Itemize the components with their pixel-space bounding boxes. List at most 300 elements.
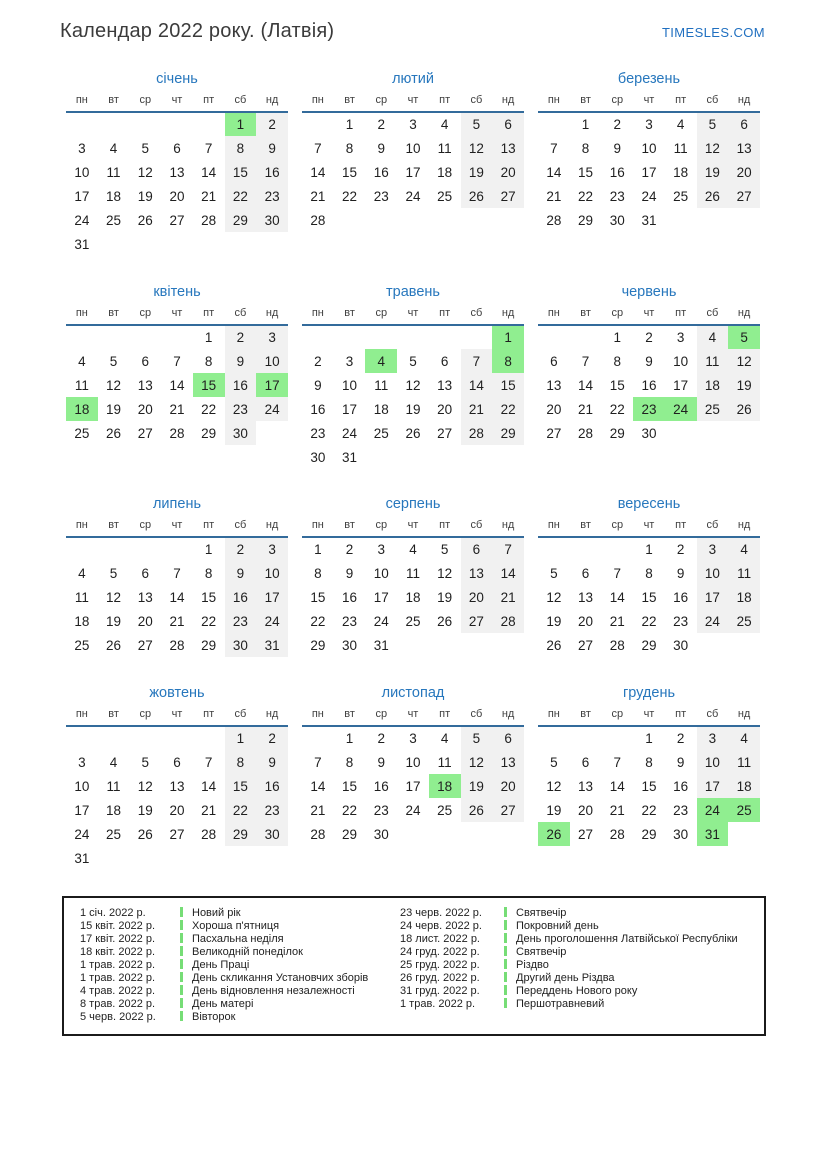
day-cell: 26 xyxy=(137,212,153,228)
day-cell: 26 xyxy=(106,425,122,441)
day-cell: 28 xyxy=(201,826,217,842)
day-cell: 14 xyxy=(169,589,185,605)
weekday-header: пн xyxy=(302,94,334,112)
day-cell: 23 xyxy=(256,798,288,822)
day-cell: 10 xyxy=(74,778,90,794)
weekday-header: пн xyxy=(302,519,334,537)
day-cell: 5 xyxy=(550,565,558,581)
weekday-header: пн xyxy=(66,519,98,537)
day-cell: 8 xyxy=(645,754,653,770)
day-cell: 22 xyxy=(609,401,625,417)
day-cell: 3 xyxy=(409,731,417,746)
day-cell: 8 xyxy=(581,140,590,156)
day-cell: 21 xyxy=(169,401,185,417)
day-cell: 24 xyxy=(697,609,729,633)
legend-marker xyxy=(180,998,183,1008)
month-table xyxy=(66,708,288,870)
empty-cell xyxy=(429,633,461,657)
empty-cell xyxy=(601,726,633,750)
day-cell: 13 xyxy=(169,164,185,180)
legend-marker xyxy=(180,907,183,917)
legend-label xyxy=(504,946,756,959)
day-cell: 30 xyxy=(641,425,657,441)
empty-cell xyxy=(129,112,161,136)
legend-date: 1 трав. 2022 р. xyxy=(80,959,156,971)
day-cell: 8 xyxy=(225,750,257,774)
day-cell: 30 xyxy=(256,822,288,846)
day-cell: 11 xyxy=(728,750,760,774)
page-title: Календар 2022 року. (Латвія) xyxy=(60,20,335,42)
day-cell: 27 xyxy=(578,637,594,653)
weekday-header: пн xyxy=(538,94,570,112)
empty-cell xyxy=(161,232,193,256)
holiday-day-cell: 5 xyxy=(728,325,760,349)
day-cell: 4 xyxy=(409,542,417,557)
day-cell: 3 xyxy=(645,117,653,132)
weekday-header: сб xyxy=(697,519,729,537)
day-cell: 18 xyxy=(728,585,760,609)
day-cell: 18 xyxy=(697,373,729,397)
day-cell: 1 xyxy=(345,117,354,132)
day-cell: 29 xyxy=(578,212,594,228)
day-cell: 7 xyxy=(314,754,322,770)
day-cell: 22 xyxy=(225,184,257,208)
month-calendar-7 xyxy=(66,496,288,685)
day-cell: 7 xyxy=(173,353,181,369)
day-cell: 12 xyxy=(546,589,562,605)
month-title: серпень xyxy=(385,496,441,512)
day-cell: 24 xyxy=(641,188,657,204)
day-cell: 1 xyxy=(581,117,590,132)
month-table xyxy=(66,307,288,445)
day-cell: 10 xyxy=(74,164,90,180)
day-cell: 5 xyxy=(550,754,558,770)
day-cell: 8 xyxy=(225,136,257,160)
weekday-header: нд xyxy=(492,94,524,112)
day-cell: 15 xyxy=(641,589,657,605)
site-link[interactable]: TIMESLES.COM xyxy=(661,25,765,40)
day-cell: 4 xyxy=(697,325,729,349)
day-cell: 26 xyxy=(461,184,493,208)
empty-cell xyxy=(98,325,130,349)
legend-label xyxy=(180,972,392,985)
day-cell: 21 xyxy=(201,188,217,204)
day-cell: 12 xyxy=(106,377,122,393)
day-cell: 6 xyxy=(581,565,590,581)
legend-date: 18 лист. 2022 р. xyxy=(400,933,480,945)
day-cell: 17 xyxy=(74,802,90,818)
day-cell: 22 xyxy=(201,401,217,417)
day-cell: 7 xyxy=(204,754,213,770)
legend-date: 31 груд. 2022 р. xyxy=(400,985,480,997)
weekday-header: ср xyxy=(365,708,397,726)
day-cell: 3 xyxy=(78,140,86,156)
day-cell: 9 xyxy=(676,565,685,581)
day-cell: 6 xyxy=(492,112,524,136)
legend-marker xyxy=(504,959,507,969)
day-cell: 27 xyxy=(492,798,524,822)
day-cell: 5 xyxy=(109,565,118,581)
weekday-header: чт xyxy=(397,94,429,112)
empty-cell xyxy=(193,112,225,136)
day-cell: 15 xyxy=(201,589,217,605)
empty-cell xyxy=(66,537,98,561)
empty-cell xyxy=(665,421,697,445)
empty-cell xyxy=(461,208,493,232)
legend-date: 18 квіт. 2022 р. xyxy=(80,946,156,958)
empty-cell xyxy=(429,445,461,469)
month-calendar-8 xyxy=(302,496,524,685)
empty-cell xyxy=(461,822,493,846)
day-cell: 1 xyxy=(314,542,322,557)
empty-cell xyxy=(492,822,524,846)
day-cell: 18 xyxy=(437,164,453,180)
day-cell: 10 xyxy=(405,754,421,770)
empty-cell xyxy=(429,325,461,349)
day-cell: 17 xyxy=(697,585,729,609)
day-cell: 1 xyxy=(613,330,622,345)
day-cell: 25 xyxy=(697,397,729,421)
holiday-day-cell: 25 xyxy=(728,798,760,822)
day-cell: 21 xyxy=(609,802,625,818)
weekday-header: нд xyxy=(492,307,524,325)
day-cell: 28 xyxy=(310,826,326,842)
day-cell: 26 xyxy=(461,798,493,822)
day-cell: 17 xyxy=(373,589,389,605)
empty-cell xyxy=(98,846,130,870)
day-cell: 30 xyxy=(256,208,288,232)
weekday-header: чт xyxy=(633,519,665,537)
weekday-header: чт xyxy=(161,94,193,112)
day-cell: 9 xyxy=(314,377,322,393)
day-cell: 17 xyxy=(641,164,657,180)
day-cell: 21 xyxy=(609,613,625,629)
day-cell: 1 xyxy=(645,731,653,746)
day-cell: 31 xyxy=(373,637,389,653)
day-cell: 17 xyxy=(405,164,421,180)
months-grid xyxy=(66,71,760,870)
empty-cell xyxy=(66,325,98,349)
legend-date: 17 квіт. 2022 р. xyxy=(80,933,156,945)
day-cell: 13 xyxy=(578,778,594,794)
day-cell: 29 xyxy=(609,425,625,441)
empty-cell xyxy=(665,208,697,232)
day-cell: 11 xyxy=(106,164,121,180)
weekday-header: нд xyxy=(492,519,524,537)
empty-cell xyxy=(365,325,397,349)
day-cell: 18 xyxy=(673,164,689,180)
day-cell: 6 xyxy=(728,112,760,136)
day-cell: 15 xyxy=(609,377,625,393)
weekday-header: чт xyxy=(633,708,665,726)
day-cell: 8 xyxy=(314,565,322,581)
weekday-header: пн xyxy=(538,519,570,537)
month-title: жовтень xyxy=(149,685,205,701)
day-cell: 23 xyxy=(673,613,689,629)
day-cell: 24 xyxy=(342,425,358,441)
day-cell: 6 xyxy=(581,754,590,770)
month-calendar-11 xyxy=(302,685,524,870)
legend-marker xyxy=(180,972,183,982)
month-table xyxy=(66,519,288,657)
month-title: червень xyxy=(621,284,677,300)
legend-label xyxy=(180,998,392,1011)
day-cell: 12 xyxy=(137,164,153,180)
legend-date: 26 груд. 2022 р. xyxy=(400,972,480,984)
weekday-header: чт xyxy=(161,519,193,537)
empty-cell xyxy=(334,208,366,232)
day-cell: 14 xyxy=(310,164,326,180)
day-cell: 2 xyxy=(645,330,653,345)
empty-cell xyxy=(161,726,193,750)
empty-cell xyxy=(161,325,193,349)
day-cell: 20 xyxy=(437,401,453,417)
empty-cell xyxy=(397,445,429,469)
day-cell: 25 xyxy=(373,425,389,441)
month-calendar-10 xyxy=(66,685,288,870)
empty-cell xyxy=(161,112,193,136)
month-title: грудень xyxy=(622,685,676,701)
holiday-day-cell: 18 xyxy=(66,397,98,421)
day-cell: 11 xyxy=(673,140,688,156)
legend-label xyxy=(180,907,392,920)
weekday-header: вт xyxy=(570,307,602,325)
day-cell: 9 xyxy=(676,754,685,770)
empty-cell xyxy=(365,445,397,469)
day-cell: 11 xyxy=(437,754,452,770)
day-cell: 12 xyxy=(697,136,729,160)
weekday-header: вт xyxy=(570,519,602,537)
day-cell: 20 xyxy=(578,802,594,818)
holiday-day-cell: 15 xyxy=(193,373,225,397)
empty-cell xyxy=(461,325,493,349)
weekday-header: пн xyxy=(66,307,98,325)
weekday-header: ср xyxy=(601,307,633,325)
day-cell: 19 xyxy=(697,160,729,184)
weekday-header: вт xyxy=(98,94,130,112)
day-cell: 4 xyxy=(440,731,449,746)
day-cell: 13 xyxy=(492,750,524,774)
day-cell: 17 xyxy=(405,778,421,794)
day-cell: 19 xyxy=(405,401,421,417)
month-table xyxy=(302,307,524,469)
weekday-header: вт xyxy=(98,519,130,537)
day-cell: 29 xyxy=(641,637,657,653)
empty-cell xyxy=(601,537,633,561)
day-cell: 2 xyxy=(676,731,685,746)
empty-cell xyxy=(98,112,130,136)
day-cell: 6 xyxy=(550,353,558,369)
day-cell: 26 xyxy=(137,826,153,842)
month-table xyxy=(538,307,760,445)
weekday-header: ср xyxy=(129,519,161,537)
day-cell: 7 xyxy=(581,353,590,369)
legend-label-text: Святвечір xyxy=(516,907,567,919)
legend-label-text: Переддень Нового року xyxy=(516,985,638,997)
day-cell: 27 xyxy=(578,826,594,842)
legend-label-text: Другий день Різдва xyxy=(516,972,615,984)
empty-cell xyxy=(193,232,225,256)
legend-label-text: День відновлення незалежності xyxy=(192,985,355,997)
legend-date: 24 черв. 2022 р. xyxy=(400,920,482,932)
day-cell: 29 xyxy=(310,637,326,653)
weekday-header: сб xyxy=(461,307,493,325)
day-cell: 11 xyxy=(728,561,760,585)
day-cell: 7 xyxy=(550,140,558,156)
weekday-header: нд xyxy=(256,519,288,537)
day-cell: 11 xyxy=(437,140,452,156)
day-cell: 10 xyxy=(256,561,288,585)
day-cell: 1 xyxy=(204,330,213,345)
legend-label-text: Хороша п'ятниця xyxy=(192,920,280,932)
day-cell: 10 xyxy=(373,565,389,581)
legend-date: 1 січ. 2022 р. xyxy=(80,907,146,919)
day-cell: 28 xyxy=(546,212,562,228)
weekday-header: сб xyxy=(461,708,493,726)
empty-cell xyxy=(66,726,98,750)
day-cell: 12 xyxy=(437,565,453,581)
day-cell: 16 xyxy=(225,585,257,609)
day-cell: 19 xyxy=(546,613,562,629)
weekday-header: нд xyxy=(728,307,760,325)
day-cell: 25 xyxy=(437,802,453,818)
day-cell: 18 xyxy=(106,188,122,204)
day-cell: 2 xyxy=(377,731,386,746)
legend-marker xyxy=(180,933,183,943)
legend-marker xyxy=(504,920,507,930)
empty-cell xyxy=(570,726,602,750)
weekday-header: пн xyxy=(302,307,334,325)
day-cell: 14 xyxy=(461,373,493,397)
day-cell: 7 xyxy=(492,537,524,561)
holiday-day-cell: 24 xyxy=(697,798,729,822)
day-cell: 19 xyxy=(461,774,493,798)
day-cell: 16 xyxy=(256,160,288,184)
weekday-header: вт xyxy=(334,519,366,537)
day-cell: 5 xyxy=(461,726,493,750)
holiday-day-cell: 23 xyxy=(633,397,665,421)
day-cell: 13 xyxy=(546,377,562,393)
legend-marker xyxy=(180,1011,183,1021)
legend-label-text: День матері xyxy=(192,998,254,1010)
weekday-header: пт xyxy=(665,94,697,112)
weekday-header: пт xyxy=(429,307,461,325)
day-cell: 4 xyxy=(676,117,685,132)
empty-cell xyxy=(302,726,334,750)
day-cell: 4 xyxy=(78,565,86,581)
day-cell: 22 xyxy=(342,802,358,818)
legend-date xyxy=(392,1011,504,1024)
day-cell: 30 xyxy=(609,212,625,228)
day-cell: 14 xyxy=(201,164,217,180)
day-cell: 3 xyxy=(345,353,354,369)
day-cell: 10 xyxy=(673,353,689,369)
weekday-header: ср xyxy=(365,94,397,112)
empty-cell xyxy=(492,208,524,232)
day-cell: 29 xyxy=(201,637,217,653)
weekday-header: чт xyxy=(633,94,665,112)
day-cell: 18 xyxy=(74,613,90,629)
day-cell: 21 xyxy=(461,397,493,421)
day-cell: 14 xyxy=(609,778,625,794)
day-cell: 26 xyxy=(437,613,453,629)
day-cell: 5 xyxy=(697,112,729,136)
day-cell: 2 xyxy=(225,537,257,561)
day-cell: 19 xyxy=(546,802,562,818)
empty-cell xyxy=(129,726,161,750)
day-cell: 16 xyxy=(373,164,389,180)
empty-cell xyxy=(728,208,760,232)
day-cell: 9 xyxy=(345,565,354,581)
weekday-header: ср xyxy=(365,307,397,325)
day-cell: 8 xyxy=(613,353,622,369)
weekday-header: вт xyxy=(570,94,602,112)
weekday-header: ср xyxy=(601,708,633,726)
day-cell: 27 xyxy=(728,184,760,208)
month-title: листопад xyxy=(381,685,445,701)
day-cell: 14 xyxy=(609,589,625,605)
day-cell: 21 xyxy=(310,188,326,204)
weekday-header: пт xyxy=(193,519,225,537)
empty-cell xyxy=(256,232,288,256)
day-cell: 10 xyxy=(697,750,729,774)
day-cell: 9 xyxy=(225,349,257,373)
day-cell: 30 xyxy=(673,637,689,653)
day-cell: 18 xyxy=(373,401,389,417)
day-cell: 10 xyxy=(256,349,288,373)
month-title: березень xyxy=(617,71,681,87)
holiday-day-cell: 31 xyxy=(697,822,729,846)
day-cell: 27 xyxy=(461,609,493,633)
day-cell: 29 xyxy=(492,421,524,445)
day-cell: 16 xyxy=(673,778,689,794)
day-cell: 7 xyxy=(613,565,622,581)
legend-date: 24 груд. 2022 р. xyxy=(400,946,480,958)
empty-cell xyxy=(697,208,729,232)
empty-cell xyxy=(397,208,429,232)
legend-date: 15 квіт. 2022 р. xyxy=(80,920,156,932)
day-cell: 20 xyxy=(461,585,493,609)
month-calendar-6 xyxy=(538,284,760,496)
holiday-legend xyxy=(62,896,766,1036)
day-cell: 9 xyxy=(256,750,288,774)
weekday-header: ср xyxy=(129,708,161,726)
day-cell: 9 xyxy=(377,754,386,770)
day-cell: 17 xyxy=(697,774,729,798)
day-cell: 15 xyxy=(492,373,524,397)
day-cell: 25 xyxy=(106,212,122,228)
day-cell: 10 xyxy=(342,377,358,393)
month-title: лютий xyxy=(392,71,434,87)
legend-date: 25 груд. 2022 р. xyxy=(400,959,480,971)
day-cell: 19 xyxy=(106,613,122,629)
day-cell: 21 xyxy=(492,585,524,609)
legend-marker xyxy=(180,946,183,956)
weekday-header: ср xyxy=(601,94,633,112)
empty-cell xyxy=(538,112,570,136)
day-cell: 30 xyxy=(673,826,689,842)
weekday-header: ср xyxy=(601,519,633,537)
day-cell: 17 xyxy=(256,585,288,609)
day-cell: 6 xyxy=(461,537,493,561)
day-cell: 12 xyxy=(546,778,562,794)
day-cell: 20 xyxy=(169,188,185,204)
day-cell: 15 xyxy=(225,160,257,184)
day-cell: 11 xyxy=(106,778,121,794)
empty-cell xyxy=(697,421,729,445)
day-cell: 16 xyxy=(609,164,625,180)
empty-cell xyxy=(256,421,288,445)
